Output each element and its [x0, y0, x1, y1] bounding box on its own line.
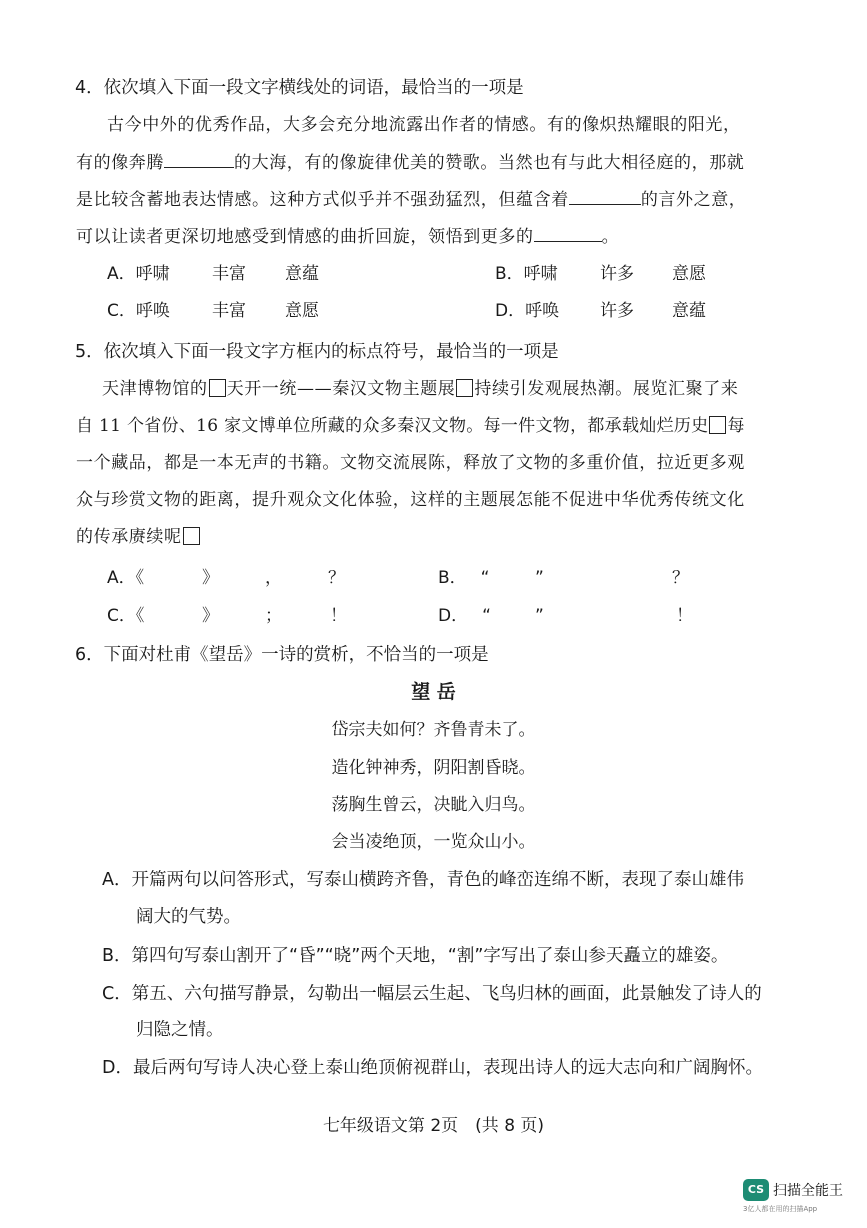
q6-choice-c[interactable]: C．第五、六句描写静景，勾勒出一幅层云生起、飞鸟归林的画面，此景触发了诗人的 [102, 984, 762, 1004]
q5-punct-box-4 [183, 527, 200, 545]
q4-text: 是比较含蓄地表达情感。这种方式似乎并不强劲猛烈，但蕴含着 [76, 190, 569, 210]
q4-para-line-3 [76, 186, 746, 212]
q4-option-d-word-2: 许多 [600, 301, 634, 321]
q4-option-c-word-2: 丰富 [212, 301, 246, 321]
q4-option-a-word-2: 丰富 [212, 264, 246, 284]
q4-option-b-word-3: 意愿 [672, 264, 706, 284]
q5-option-c-mark-3: ； [265, 606, 282, 626]
q4-blank-1 [164, 149, 234, 168]
q5-option-a-mark-3: ， [265, 568, 282, 588]
q4-option-b[interactable]: B．呼啸 [495, 264, 558, 284]
poem-line-1: 岱宗夫如何？齐鲁青未了。 [331, 720, 536, 740]
q4-text: 。 [601, 227, 620, 247]
q5-text: 的传承赓续呢 [76, 527, 182, 547]
page-footer: 七年级语文第 2页 (共 8 页) [322, 1116, 545, 1136]
q4-option-c-word-3: 意愿 [285, 301, 319, 321]
q4-para-line-4 [76, 223, 619, 249]
poem-line-4: 会当凌绝顶，一览众山小。 [331, 832, 536, 852]
camscanner-logo-icon: CS [743, 1179, 769, 1201]
poem-line-3: 荡胸生曾云，决眦入归鸟。 [331, 795, 536, 815]
q5-option-d-mark-4: ！ [676, 606, 693, 626]
poem-title: 望 岳 [411, 681, 456, 703]
q5-punct-box-3 [709, 416, 726, 434]
q4-option-d[interactable]: D．呼唤 [495, 301, 560, 321]
q5-para-line-2 [76, 414, 745, 438]
q4-para-line-2 [76, 149, 744, 175]
q5-option-a[interactable]: A．《 [107, 568, 145, 588]
q4-option-c[interactable]: C．呼唤 [107, 301, 170, 321]
watermark-name: 扫描全能王 [773, 1183, 843, 1199]
q4-stem: 4．依次填入下面一段文字横线处的词语，最恰当的一项是 [75, 78, 524, 98]
q4-option-d-word-3: 意蕴 [672, 301, 706, 321]
q4-text: 的言外之意， [640, 190, 747, 210]
q5-option-d-mark-2: ” [535, 606, 544, 626]
q6-choice-b[interactable]: B．第四句写泰山割开了“昏”“晓”两个天地，“割”字写出了泰山参天矗立的雄姿。 [102, 946, 729, 966]
scanner-watermark [743, 1177, 853, 1219]
q5-option-c-mark-4: ！ [330, 606, 347, 626]
q4-option-a[interactable]: A．呼啸 [107, 264, 170, 284]
q4-blank-3 [534, 223, 602, 242]
poem-line-2: 造化钟神秀，阴阳割昏晓。 [331, 758, 536, 778]
q6-stem: 6．下面对杜甫《望岳》一诗的赏析，不恰当的一项是 [75, 645, 489, 665]
q4-para-line-1: 古今中外的优秀作品，大多会充分地流露出作者的情感。有的像炽热耀眼的阳光， [107, 115, 741, 135]
q5-option-a-mark-4: ？ [328, 568, 345, 588]
q4-text: 有的像奔腾 [76, 153, 164, 173]
q5-option-d[interactable]: D． “ [438, 606, 491, 626]
q6-choice-d[interactable]: D．最后两句写诗人决心登上泰山绝顶俯视群山，表现出诗人的远大志向和广阔胸怀。 [102, 1058, 763, 1078]
q4-text: 的大海，有的像旋律优美的赞歌。当然也有与此大相径庭的，那就 [234, 153, 745, 173]
q5-option-b[interactable]: B． “ [438, 568, 490, 588]
q4-option-b-word-2: 许多 [600, 264, 634, 284]
q5-punct-box-1 [209, 379, 226, 397]
q5-option-a-mark-2: 》 [202, 568, 219, 588]
q5-option-c[interactable]: C．《 [107, 606, 145, 626]
q5-option-b-mark-4: ？ [672, 568, 689, 588]
q5-para-line-4: 众与珍赏文物的距离，提升观众文化体验，这样的主题展怎能不促进中华优秀传统文化 [76, 490, 745, 510]
q6-choice-a[interactable]: A．开篇两句以问答形式，写泰山横跨齐鲁，青色的峰峦连绵不断，表现了泰山雄伟 [102, 870, 744, 890]
q5-text: 天津博物馆的 [102, 379, 208, 399]
q6-choice-c-cont: 归隐之情。 [136, 1020, 224, 1040]
q5-para-line-1 [102, 377, 738, 401]
q5-para-line-3: 一个藏品，都是一本无声的书籍。文物交流展陈，释放了文物的多重价值，拉近更多观 [76, 453, 745, 473]
q4-text: 可以让读者更深切地感受到情感的曲折回旋，领悟到更多的 [76, 227, 534, 247]
q4-option-a-word-3: 意蕴 [285, 264, 319, 284]
watermark-tagline: 3亿人都在用的扫描App [743, 1205, 818, 1213]
q5-text: 每 [727, 416, 745, 436]
q5-text: 持续引发观展热潮。展览汇聚了来 [474, 379, 739, 399]
q5-text: 天开一统——秦汉文物主题展 [226, 379, 456, 399]
q5-punct-box-2 [456, 379, 473, 397]
q5-option-b-mark-2: ” [535, 568, 544, 588]
q6-choice-a-cont: 阔大的气势。 [136, 907, 241, 927]
q4-blank-2 [569, 186, 641, 205]
q5-text: 自 11 个省份、16 家文博单位所藏的众多秦汉文物。每一件文物，都承载灿烂历史 [76, 416, 709, 436]
q5-para-line-5 [76, 525, 201, 549]
q5-option-c-mark-2: 》 [202, 606, 219, 626]
q5-stem: 5．依次填入下面一段文字方框内的标点符号，最恰当的一项是 [75, 342, 559, 362]
